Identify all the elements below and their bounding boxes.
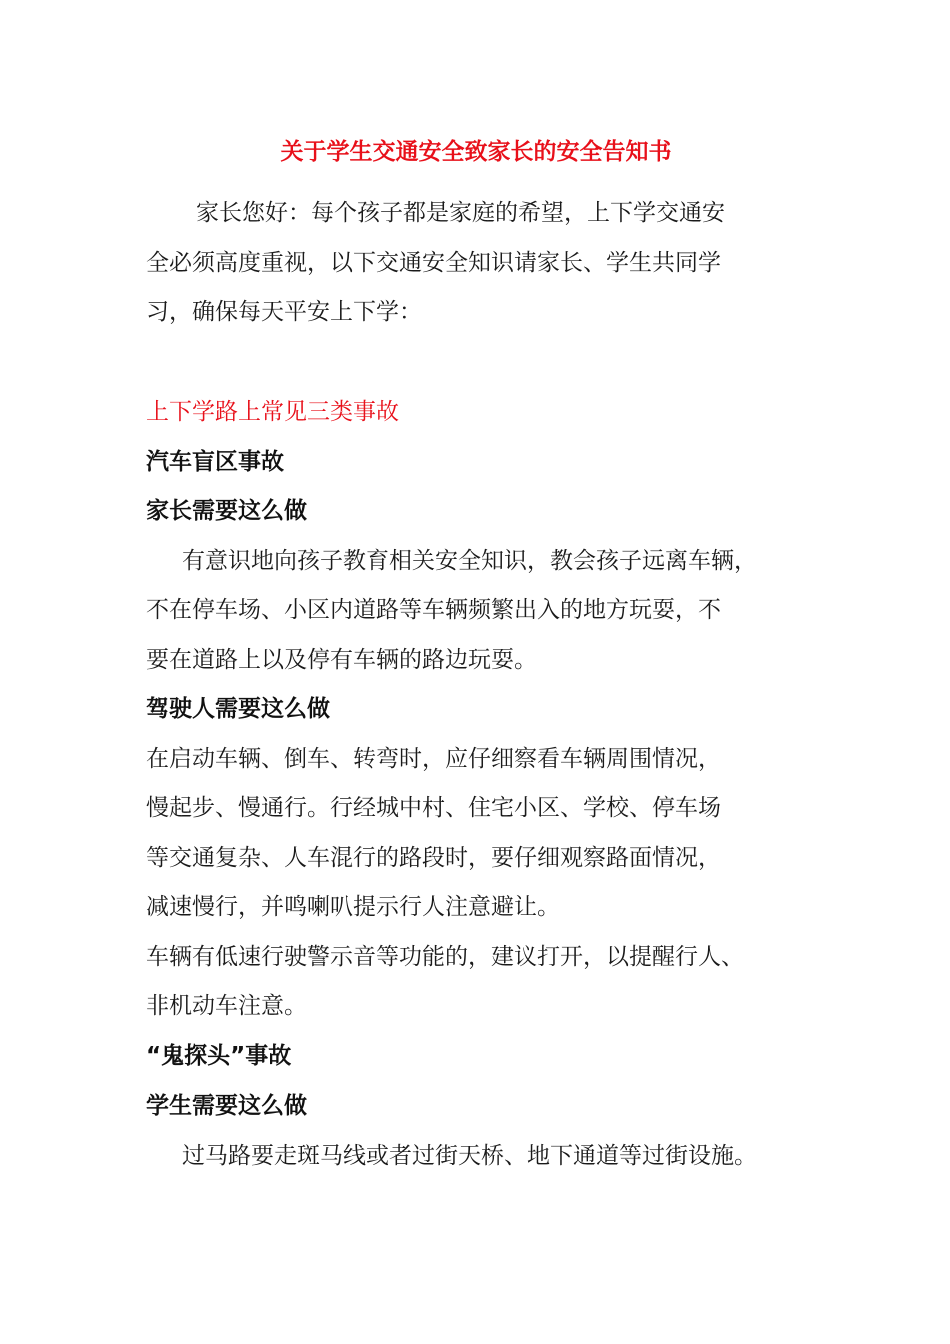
drivers-line-6: 非机动车注意。 [146,993,307,1019]
accident-heading-blind-spot: 汽车盲区事故 [146,449,284,475]
document-title: 关于学生交通安全致家长的安全告知书 [280,139,672,165]
parents-heading: 家长需要这么做 [146,498,307,524]
drivers-line-1: 在启动车辆、倒车、转弯时，应仔细察看车辆周围情况， [146,746,721,772]
drivers-line-3: 等交通复杂、人车混行的路段时，要仔细观察路面情况， [146,845,721,871]
intro-line-2: 全必须高度重视，以下交通安全知识请家长、学生共同学 [146,250,721,276]
section-heading-common-accidents: 上下学路上常见三类事故 [146,399,399,425]
students-heading: 学生需要这么做 [146,1093,307,1119]
drivers-line-4: 减速慢行，并鸣喇叭提示行人注意避让。 [146,894,560,920]
intro-line-3: 习，确保每天平安上下学： [146,299,422,325]
intro-line-1: 家长您好：每个孩子都是家庭的希望，上下学交通安 [196,200,725,226]
students-line-1: 过马路要走斑马线或者过街天桥、地下通道等过街设施。 [182,1143,757,1169]
drivers-line-2: 慢起步、慢通行。行经城中村、住宅小区、学校、停车场 [146,795,721,821]
parents-line-2: 不在停车场、小区内道路等车辆频繁出入的地方玩耍，不 [146,597,721,623]
drivers-line-5: 车辆有低速行驶警示音等功能的，建议打开，以提醒行人、 [146,944,744,970]
parents-line-1: 有意识地向孩子教育相关安全知识，教会孩子远离车辆， [182,548,757,574]
drivers-heading: 驾驶人需要这么做 [146,696,330,722]
parents-line-3: 要在道路上以及停有车辆的路边玩耍。 [146,647,537,673]
accident-heading-ghost-probe: “鬼探头”事故 [146,1043,292,1069]
